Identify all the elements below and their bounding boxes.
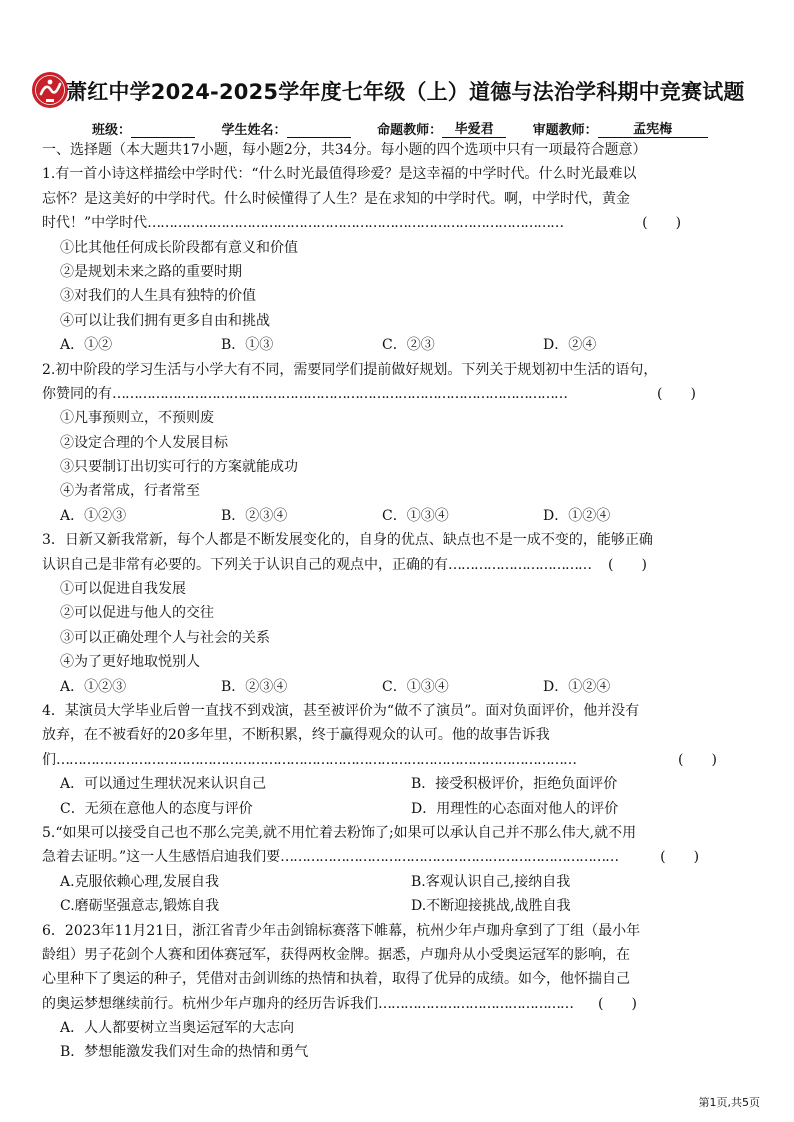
option-a[interactable]: A．①②③ bbox=[60, 678, 127, 695]
q2-statement: ②设定合理的个人发展目标 bbox=[60, 434, 228, 451]
q3-statement: ②可以促进与他人的交往 bbox=[60, 605, 214, 622]
leader-dots: ………………………………………………………………………………………………………… bbox=[56, 751, 576, 768]
option-b[interactable]: B.客观认识自己,接纳自我 bbox=[411, 873, 571, 890]
name-field[interactable] bbox=[287, 123, 351, 138]
q1-stem-line: 忘怀？是这美好的中学时代。什么时候懂得了人生？是在求知的中学时代。啊，中学时代，黄金 bbox=[42, 190, 630, 207]
answer-blank[interactable]: ( ) bbox=[642, 215, 682, 232]
q3-statement: ①可以促进自我发展 bbox=[60, 581, 186, 598]
option-d[interactable]: D．①②④ bbox=[543, 507, 611, 524]
q6-stem-line: 龄组）男子花剑个人赛和团体赛冠军，获得两枚金牌。据悉，卢珈舟从小受奥运冠军的影响，在 bbox=[42, 946, 630, 963]
option-c[interactable]: C．②③ bbox=[382, 337, 435, 354]
answer-blank[interactable]: ( ) bbox=[678, 751, 717, 768]
leader-dots: …………………………………………………………………………………… bbox=[147, 215, 564, 232]
q1-options bbox=[42, 333, 762, 357]
q3-stem-line: 认识自己是非常有必要的。下列关于认识自己的观点中，正确的有…………………………… ( ) bbox=[42, 553, 762, 577]
option-a[interactable]: A.克服依赖心理,发展自我 bbox=[60, 873, 220, 890]
option-d[interactable]: D．②④ bbox=[543, 337, 597, 354]
q5-options bbox=[42, 894, 762, 918]
reviewer-value: 孟宪梅 bbox=[598, 118, 708, 138]
option-a[interactable]: A．①②③ bbox=[60, 507, 127, 524]
option-a[interactable]: A．人人都要树立当奥运冠军的大志向 bbox=[60, 1020, 295, 1037]
q2-stem-line: 你赞同的有…………………………………………………………………………………………… ( ) bbox=[42, 382, 762, 406]
q6-stem-line: 的奥运梦想继续前行。杭州少年卢珈舟的经历告诉我们……………………………………… ( ) bbox=[42, 992, 762, 1016]
class-field[interactable] bbox=[131, 123, 195, 138]
reviewer-label: 审题教师： bbox=[532, 123, 598, 138]
question-list bbox=[42, 138, 762, 1065]
option-b[interactable]: B．②③④ bbox=[221, 507, 288, 524]
q5-stem-line: 5.“如果可以接受自己也不那么完美,就不用忙着去粉饰了;如果可以承认自己并不那么伟大,就不用 bbox=[42, 824, 637, 841]
setter-value: 毕爱君 bbox=[442, 118, 506, 138]
option-b[interactable]: B．接受积极评价，拒绝负面评价 bbox=[411, 776, 618, 793]
leader-dots: ……………………………………… bbox=[378, 995, 573, 1012]
q2-stem-line: 2.初中阶段的学习生活与小学大有不同，需要同学们提前做好规划。下列关于规划初中生活的语句， bbox=[42, 361, 658, 378]
q2-statement: ④为者常成，行者常至 bbox=[60, 483, 200, 500]
q3-statement: ③可以正确处理个人与社会的关系 bbox=[60, 629, 270, 646]
option-b[interactable]: B．②③④ bbox=[221, 678, 288, 695]
q5-options bbox=[42, 870, 762, 894]
q1-statement: ②是规划未来之路的重要时期 bbox=[60, 263, 242, 280]
q1-stem-line: 时代！”中学时代…………………………………………………………………………………… ( ) bbox=[42, 211, 762, 235]
q3-options bbox=[42, 675, 762, 699]
option-a[interactable]: A．可以通过生理状况来认识自己 bbox=[60, 776, 267, 793]
q1-statement: ④可以让我们拥有更多自由和挑战 bbox=[60, 312, 270, 329]
answer-blank[interactable]: ( ) bbox=[660, 849, 700, 866]
q6-stem-line: 心里种下了奥运的种子，凭借对击剑训练的热情和执着，取得了优异的成绩。如今，他怀揣自己 bbox=[42, 971, 630, 988]
q1-statement: ①比其他任何成长阶段都有意义和价值 bbox=[60, 239, 298, 256]
option-d[interactable]: D．用理性的心态面对他人的评价 bbox=[411, 800, 619, 817]
option-d[interactable]: D.不断迎接挑战,战胜自我 bbox=[411, 898, 571, 915]
q2-statement: ①凡事预则立，不预则废 bbox=[60, 410, 214, 427]
q3-statement: ④为了更好地取悦别人 bbox=[60, 654, 200, 671]
q1-statement: ③对我们的人生具有独特的价值 bbox=[60, 288, 256, 305]
class-label: 班级： bbox=[92, 123, 132, 138]
q2-options bbox=[42, 504, 762, 528]
answer-blank[interactable]: ( ) bbox=[608, 556, 647, 573]
q6-stem-line: 6．2023年11月21日，浙江省青少年击剑锦标赛落下帷幕，杭州少年卢珈舟拿到了丁组（最小年 bbox=[42, 922, 641, 939]
page-number: 第1页,共5页 bbox=[698, 1096, 760, 1109]
name-label: 学生姓名： bbox=[221, 123, 287, 138]
option-c[interactable]: C．无须在意他人的态度与评价 bbox=[60, 800, 253, 817]
leader-dots: …………………………… bbox=[448, 556, 591, 573]
answer-blank[interactable]: ( ) bbox=[657, 385, 696, 402]
option-c[interactable]: C．①③④ bbox=[382, 507, 449, 524]
q4-stem-line: 4．某演员大学毕业后曾一直找不到戏演，甚至被评价为“做不了演员”。面对负面评价，他并没有 bbox=[42, 702, 640, 719]
q4-stem-line: 放弃，在不被看好的20多年里，不断积累，终于赢得观众的认可。他的故事告诉我 bbox=[42, 727, 550, 744]
option-b[interactable]: B．梦想能激发我们对生命的热情和勇气 bbox=[60, 1044, 309, 1061]
q4-options bbox=[42, 797, 762, 821]
option-c[interactable]: C.磨砺坚强意志,锻炼自我 bbox=[60, 898, 220, 915]
q3-stem-line: 3．日新又新我常新，每个人都是不断发展变化的，自身的优点、缺点也不是一成不变的，能够正确 bbox=[42, 532, 653, 549]
option-d[interactable]: D．①②④ bbox=[543, 678, 611, 695]
option-a[interactable]: A．①② bbox=[60, 337, 113, 354]
leader-dots: …………………………………………………………………… bbox=[280, 849, 619, 866]
school-logo-icon bbox=[30, 70, 70, 110]
section-heading: 一、选择题（本大题共17小题，每小题2分，共34分。每小题的四个选项中只有一项最符合题意） bbox=[42, 142, 647, 158]
setter-label: 命题教师： bbox=[377, 123, 443, 138]
exam-title: 萧红中学2024-2025学年度七年级（上）道德与法治学科期中竞赛试题 bbox=[66, 80, 745, 104]
header-info bbox=[92, 118, 730, 138]
answer-blank[interactable]: ( ) bbox=[598, 995, 637, 1012]
option-b[interactable]: B．①③ bbox=[221, 337, 274, 354]
q4-stem-line: 们………………………………………………………………………………………………………… ( ) bbox=[42, 748, 762, 772]
q5-stem-line: 急着去证明。”这一人生感悟启迪我们要…………………………………………………………………… ( ) bbox=[42, 845, 762, 869]
option-c[interactable]: C．①③④ bbox=[382, 678, 449, 695]
q2-statement: ③只要制订出切实可行的方案就能成功 bbox=[60, 459, 298, 476]
q1-stem-line: 1.有一首小诗这样描绘中学时代：“什么时光最值得珍爱？是这幸福的中学时代。什么时光最难以 bbox=[42, 166, 637, 183]
leader-dots: …………………………………………………………………………………………… bbox=[112, 385, 567, 402]
q4-options bbox=[42, 772, 762, 796]
